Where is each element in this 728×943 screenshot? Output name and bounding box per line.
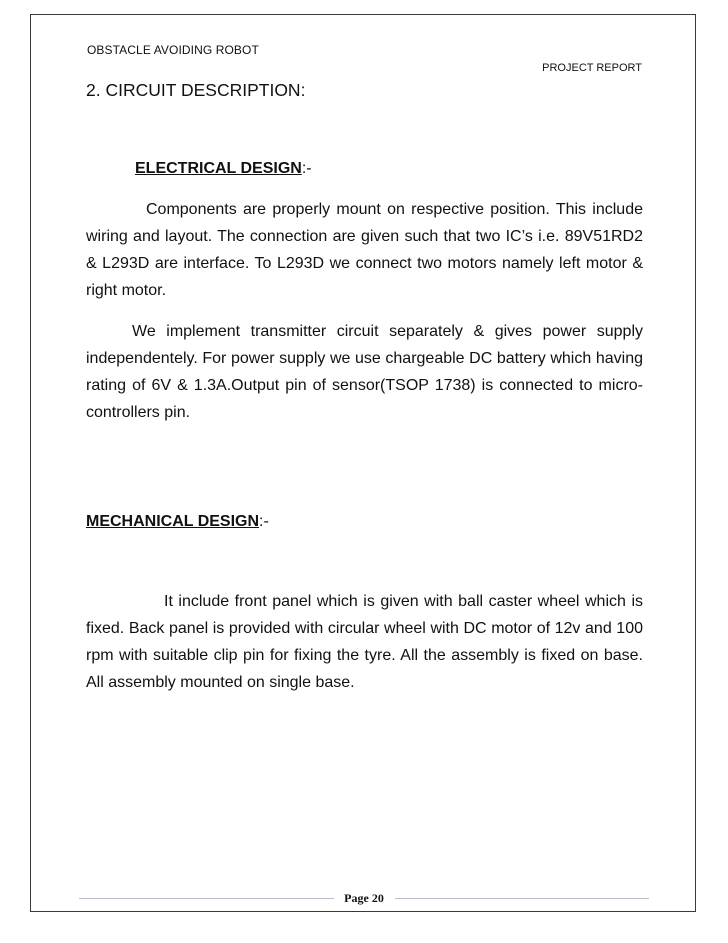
page-number: Page 20 xyxy=(344,891,384,905)
header-document-title: OBSTACLE AVOIDING ROBOT xyxy=(87,43,259,57)
electrical-design-heading-text: ELECTRICAL DESIGN xyxy=(135,160,302,177)
page-border xyxy=(30,14,696,912)
mechanical-design-heading-text: MECHANICAL DESIGN xyxy=(86,513,260,530)
electrical-paragraph-2: We implement transmitter circuit separately & gives power supply independentely. For power supply we use chargeable DC battery which having rating of 6V & 1.3A.Output pin of sensor(TSOP 1738) is connected to micro-controllers pin. xyxy=(86,323,643,421)
mechanical-design-heading xyxy=(86,513,269,531)
electrical-paragraph-1: Components are properly mount on respective position. This include wiring and layout. The connection are given such that two IC’s i.e. 89V51RD2 & L293D are interface. To L293D we connect two motors namely left motor & right motor. xyxy=(86,201,643,299)
section-title: 2. CIRCUIT DESCRIPTION: xyxy=(86,80,306,100)
electrical-design-heading-suffix: :- xyxy=(301,160,312,177)
mechanical-paragraph-1: It include front panel which is given with ball caster wheel which is fixed. Back panel is provided with circular wheel with DC motor of 12v and 100 rpm with suitable clip pin for fixing the tyre. All the assembly is fixed on base. All assembly mounted on single base. xyxy=(86,593,643,691)
electrical-design-heading xyxy=(135,160,312,178)
header-report-label: PROJECT REPORT xyxy=(542,62,642,74)
mechanical-design-heading-suffix: :- xyxy=(259,513,269,530)
